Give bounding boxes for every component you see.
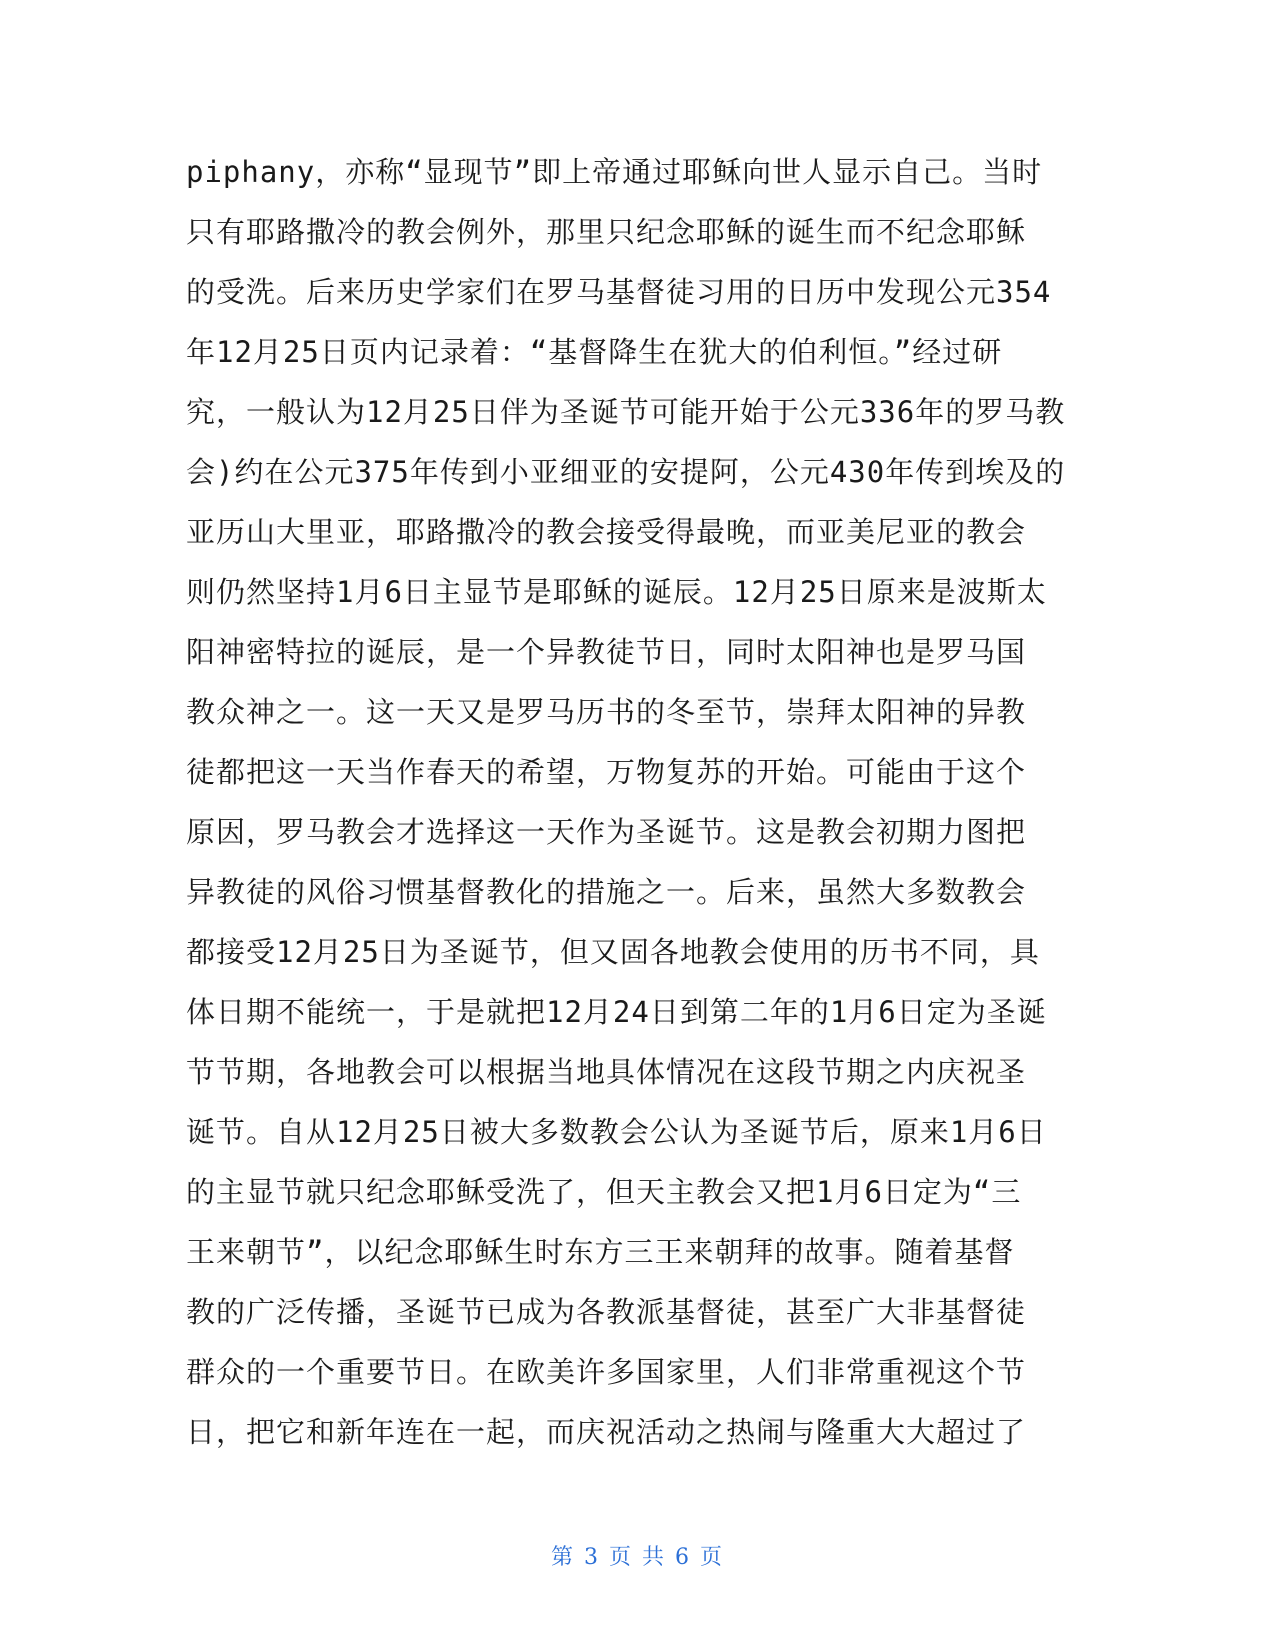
- text-line: 诞节。自从12月25日被大多数教会公认为圣诞节后，原来1月6日: [186, 1115, 1047, 1149]
- text-line: 究，一般认为12月25日伴为圣诞节可能开始于公元336年的罗马教: [186, 395, 1066, 429]
- text-line: 都接受12月25日为圣诞节，但又固各地教会使用的历书不同，具: [186, 935, 1040, 969]
- text-line: 体日期不能统一，于是就把12月24日到第二年的1月6日定为圣诞: [186, 995, 1047, 1029]
- text-line: 徒都把这一天当作春天的希望，万物复苏的开始。可能由于这个: [186, 755, 1027, 789]
- text-line: 亚历山大里亚，耶路撒冷的教会接受得最晚，而亚美尼亚的教会: [186, 515, 1027, 549]
- text-line: 的受洗。后来历史学家们在罗马基督徒习用的日历中发现公元354: [186, 275, 1052, 309]
- text-line: 教的广泛传播，圣诞节已成为各教派基督徒，甚至广大非基督徒: [186, 1295, 1027, 1329]
- text-line: 节节期，各地教会可以根据当地具体情况在这段节期之内庆祝圣: [186, 1055, 1027, 1089]
- text-line: 原因，罗马教会才选择这一天作为圣诞节。这是教会初期力图把: [186, 815, 1027, 849]
- page-number-footer: 第 3 页 共 6 页: [551, 1545, 724, 1570]
- body-text: [186, 142, 1086, 1462]
- text-line: 会)约在公元375年传到小亚细亚的安提阿，公元430年传到埃及的: [186, 455, 1066, 489]
- text-line: 王来朝节”，以纪念耶稣生时东方三王来朝拜的故事。随着基督: [186, 1235, 1015, 1269]
- text-line: 群众的一个重要节日。在欧美许多国家里，人们非常重视这个节: [186, 1355, 1027, 1389]
- text-line: 教众神之一。这一天又是罗马历书的冬至节，崇拜太阳神的异教: [186, 695, 1027, 729]
- text-line: 则仍然坚持1月6日主显节是耶稣的诞辰。12月25日原来是波斯太: [186, 575, 1047, 609]
- text-line: 阳神密特拉的诞辰，是一个异教徒节日，同时太阳神也是罗马国: [186, 635, 1027, 669]
- text-line: 年12月25日页内记录着：“基督降生在犹大的伯利恒。”经过研: [186, 335, 1003, 369]
- text-line: 日，把它和新年连在一起，而庆祝活动之热闹与隆重大大超过了: [186, 1415, 1027, 1449]
- text-line: 只有耶路撒冷的教会例外，那里只纪念耶稣的诞生而不纪念耶稣: [186, 215, 1027, 249]
- text-line: piphany，亦称“显现节”即上帝通过耶稣向世人显示自己。当时: [186, 155, 1043, 189]
- text-line: 的主显节就只纪念耶稣受洗了，但天主教会又把1月6日定为“三: [186, 1175, 1022, 1209]
- text-line: 异教徒的风俗习惯基督教化的措施之一。后来，虽然大多数教会: [186, 875, 1027, 909]
